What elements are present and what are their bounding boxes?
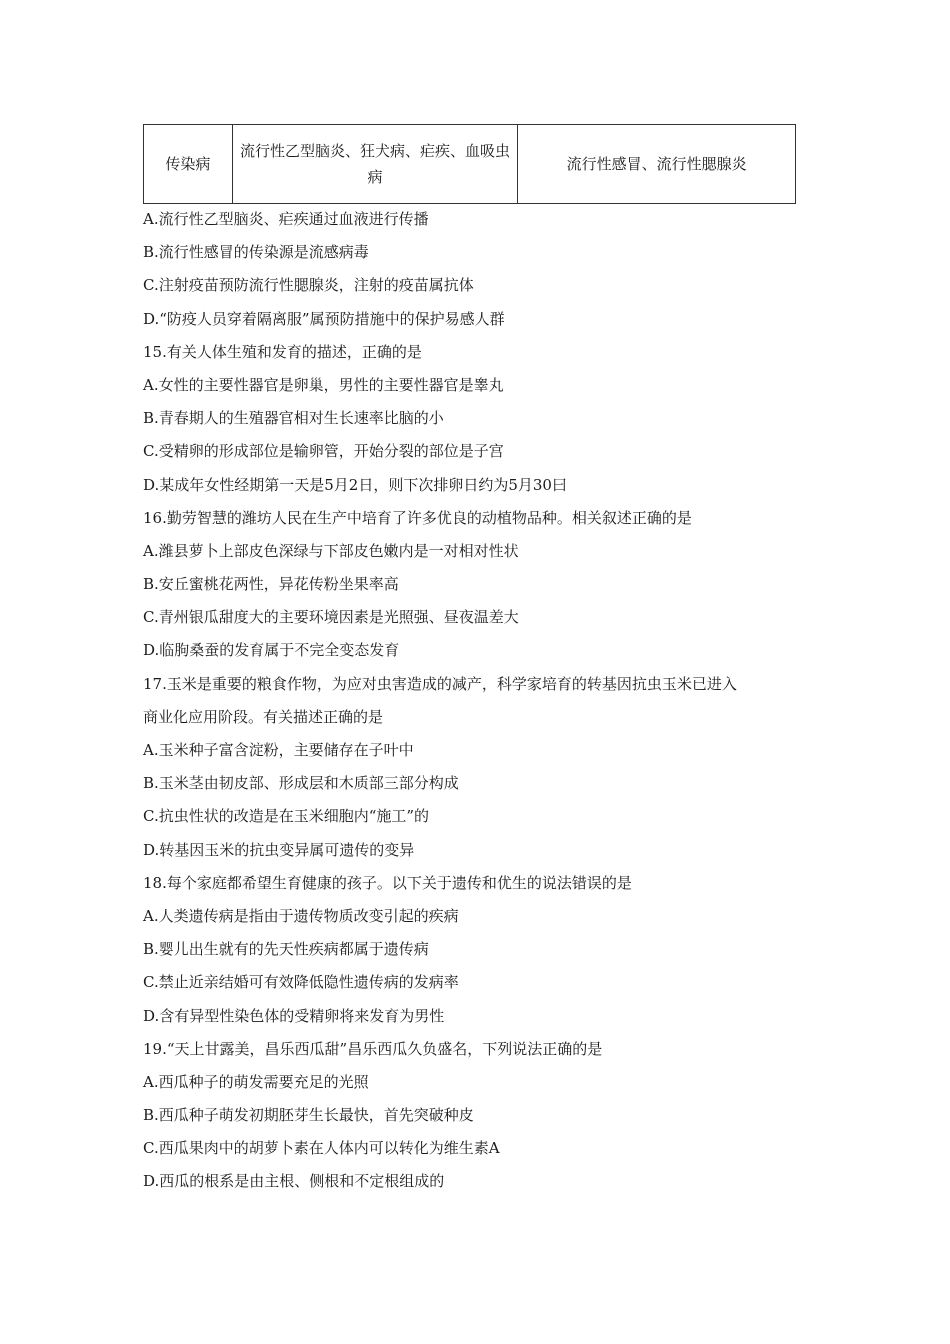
q19-option-a: A.西瓜种子的萌发需要充足的光照 (143, 1072, 369, 1091)
q16-option-c: C.青州银瓜甜度大的主要环境因素是光照强、昼夜温差大 (143, 608, 519, 627)
q16-option-d: D.临朐桑蚕的发育属于不完全变态发育 (143, 641, 400, 660)
q18-option-b: B.婴儿出生就有的先天性疾病都属于遗传病 (143, 940, 429, 959)
q14-option-d: D.“防疫人员穿着隔离服”属预防措施中的保护易感人群 (143, 309, 505, 328)
q17-stem-line2: 商业化应用阶段。有关描述正确的是 (143, 707, 384, 726)
q15-option-c: C.受精卵的形成部位是输卵管，开始分裂的部位是子宫 (143, 442, 504, 461)
q19-stem: 19.“天上甘露美，昌乐西瓜甜”昌乐西瓜久负盛名，下列说法正确的是 (143, 1039, 603, 1058)
table-row-label: 传染病 (144, 125, 233, 204)
q15-option-a: A.女性的主要性器官是卵巢，男性的主要性器官是睾丸 (143, 375, 504, 394)
q15-option-b: B.青春期人的生殖器官相对生长速率比脑的小 (143, 409, 444, 428)
q18-option-a: A.人类遗传病是指由于遗传物质改变引起的疾病 (143, 906, 459, 925)
q17-option-a: A.玉米种子富含淀粉，主要储存在子叶中 (143, 741, 414, 759)
q14-option-c: C.注射疫苗预防流行性腮腺炎，注射的疫苗属抗体 (143, 276, 474, 295)
q19-option-b: B.西瓜种子萌发初期胚芽生长最快，首先突破种皮 (143, 1106, 474, 1125)
q17-stem-line1: 17.玉米是重要的粮食作物，为应对虫害造成的减产，科学家培育的转基因抗虫玉米已进入 (143, 674, 737, 693)
q14-option-b: B.流行性感冒的传染源是流感病毒 (143, 243, 369, 262)
q18-option-c: C.禁止近亲结婚可有效降低隐性遗传病的发病率 (143, 973, 459, 992)
q18-option-d: D.含有异型性染色体的受精卵将来发育为男性 (143, 1006, 445, 1025)
table-row (144, 125, 796, 204)
q16-stem: 16.勤劳智慧的潍坊人民在生产中培育了许多优良的动植物品种。相关叙述正确的是 (143, 508, 692, 527)
table-cell-respiratory-diseases: 流行性感冒、流行性腮腺炎 (518, 125, 796, 204)
q19-option-c: C.西瓜果肉中的胡萝卜素在人体内可以转化为维生素A (143, 1139, 500, 1158)
disease-classification-table (143, 124, 796, 204)
q16-option-b: B.安丘蜜桃花两性，异花传粉坐果率高 (143, 575, 399, 594)
question-list (143, 203, 823, 1199)
q15-option-d: D.某成年女性经期第一天是5月2日，则下次排卵日约为5月30曰 (143, 475, 567, 494)
q14-option-a: A.流行性乙型脑炎、疟疾通过血液进行传播 (143, 210, 429, 228)
q17-option-c: C.抗虫性状的改造是在玉米细胞内“施工”的 (143, 807, 430, 826)
q19-option-d: D.西瓜的根系是由主根、侧根和不定根组成的 (143, 1172, 445, 1191)
q18-stem: 18.每个家庭都希望生育健康的孩子。以下关于遗传和优生的说法错误的是 (143, 873, 632, 892)
table-cell-bloodborne-diseases: 流行性乙型脑炎、狂犬病、疟疾、血吸虫病 (232, 125, 518, 204)
q16-option-a: A.潍县萝卜上部皮色深绿与下部皮色嫩内是一对相对性状 (143, 541, 519, 560)
q17-option-b: B.玉米茎由韧皮部、形成层和木质部三部分构成 (143, 774, 459, 793)
q15-stem: 15.有关人体生殖和发育的描述，正确的是 (143, 342, 422, 361)
q17-option-d: D.转基因玉米的抗虫变异属可遗传的变异 (143, 840, 415, 859)
